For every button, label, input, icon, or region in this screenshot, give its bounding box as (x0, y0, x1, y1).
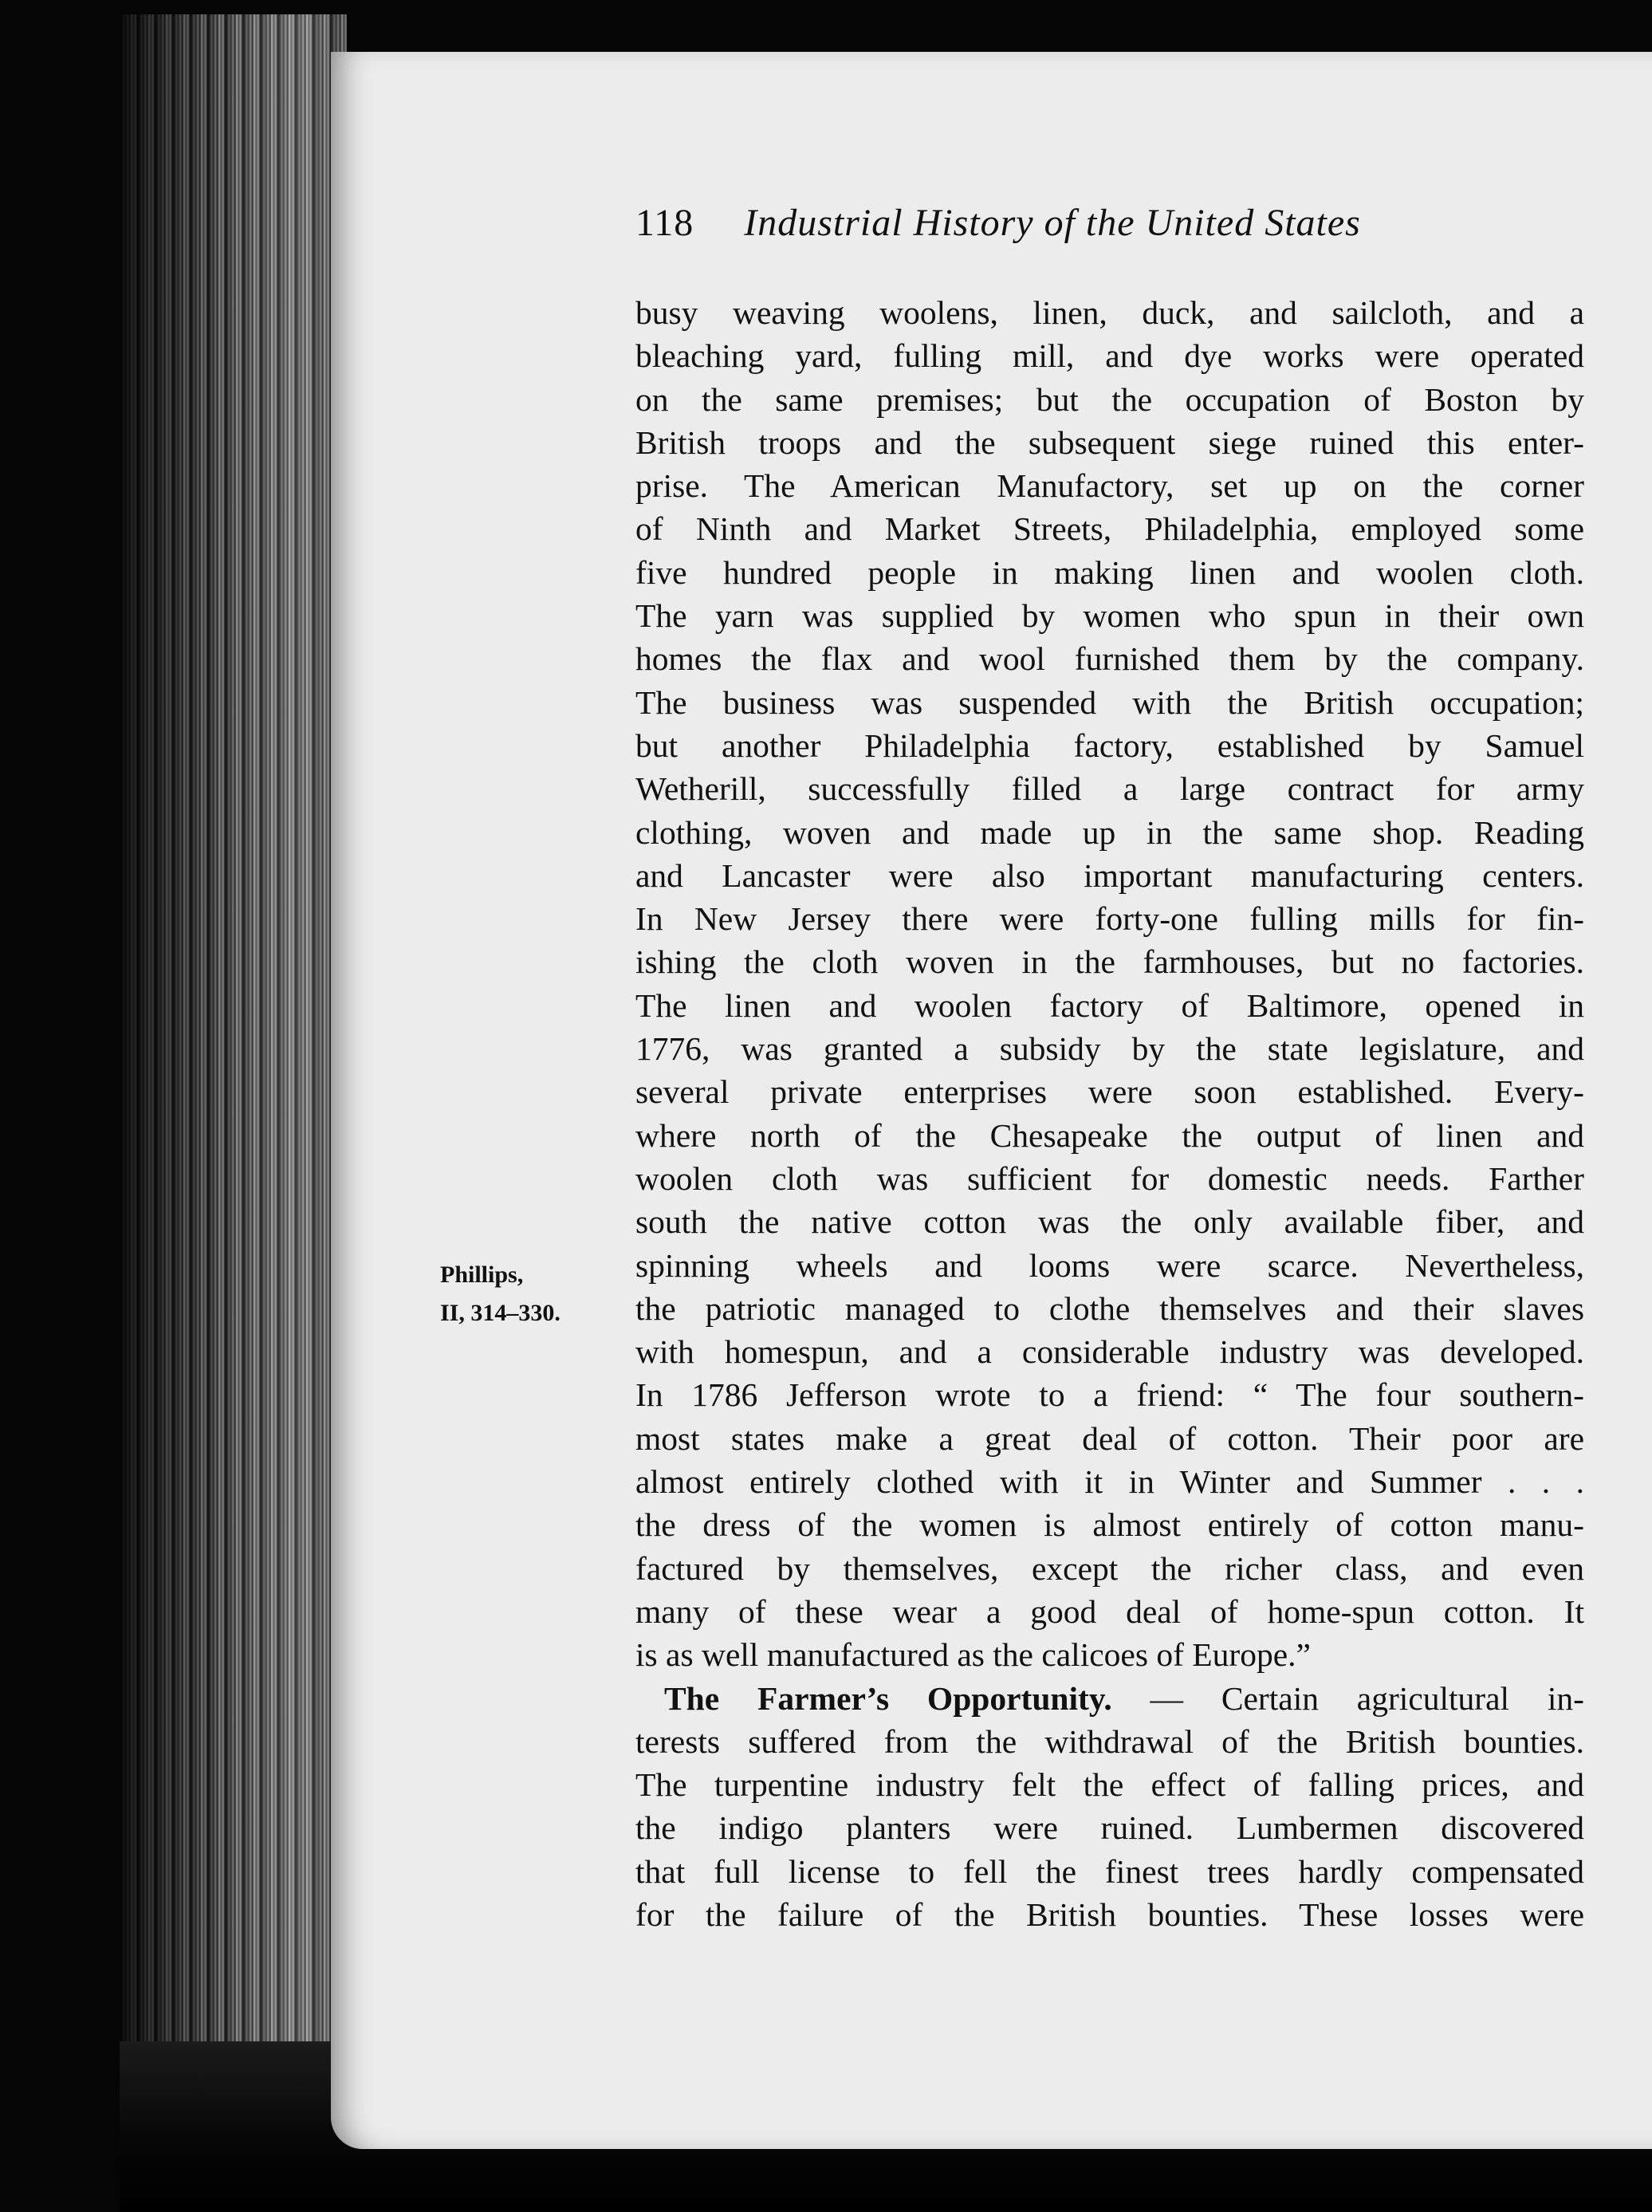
text-line: is as well manufactured as the calicoes of Europe.” (635, 1636, 1311, 1674)
text-line: The linen and woolen factory of Baltimore, opened in (635, 986, 1584, 1024)
text-line: prise. The American Manufactory, set up on the corner (635, 467, 1584, 505)
text-line: with homespun, and a considerable industry was developed. (635, 1333, 1584, 1371)
text-line: The turpentine industry felt the effect of falling prices, and (635, 1766, 1584, 1804)
text-line: In New Jersey there were forty-one fulling mills for fin- (635, 900, 1584, 938)
text-line: ishing the cloth woven in the farmhouses, but no factories. (635, 943, 1584, 981)
text-line: south the native cotton was the only available fiber, and (635, 1203, 1584, 1241)
text-line: that full license to fell the finest trees hardly compensated (635, 1852, 1584, 1890)
margin-citation-line-2: II, 314–330. (440, 1300, 560, 1326)
text-line: Wetherill, successfully filled a large contract for army (635, 770, 1584, 808)
running-header (635, 201, 1481, 245)
text-line: but another Philadelphia factory, established by Samuel (635, 726, 1584, 764)
paragraph-1 (635, 291, 1584, 1677)
text-line: In 1786 Jefferson wrote to a friend: “ The four southern- (635, 1376, 1584, 1414)
text-line: woolen cloth was sufficient for domestic needs. Farther (635, 1159, 1584, 1197)
text-line: the patriotic managed to clothe themselves and their slaves (635, 1289, 1584, 1327)
text-line: almost entirely clothed with it in Winter and Summer . . . (635, 1463, 1584, 1501)
text-line: British troops and the subsequent siege ruined this enter- (635, 423, 1584, 461)
text-line: the dress of the women is almost entirely of cotton manu- (635, 1506, 1584, 1544)
section-heading: The Farmer’s Opportunity. (664, 1679, 1112, 1717)
text-line: for the failure of the British bounties. These losses were (635, 1895, 1584, 1933)
page-number: 118 (635, 202, 694, 244)
margin-citation-line-1: Phillips, (440, 1261, 524, 1288)
text-line: several private enterprises were soon established. Every- (635, 1073, 1584, 1111)
text-line: factured by themselves, except the richer class, and even (635, 1549, 1584, 1587)
paragraph-2-first-line (635, 1677, 1584, 1720)
margin-citation (440, 1256, 560, 1332)
text-line: bleaching yard, fulling mill, and dye works were operated (635, 337, 1584, 375)
paragraph-2-first-line-text: — Certain agricultural in- (1111, 1679, 1584, 1717)
text-line: and Lancaster were also important manufacturing centers. (635, 856, 1584, 894)
text-line: many of these wear a good deal of home-spun cotton. It (635, 1592, 1584, 1630)
text-line: busy weaving woolens, linen, duck, and sailcloth, and a (635, 294, 1584, 331)
body-text (635, 291, 1584, 1936)
paragraph-2 (635, 1677, 1584, 1937)
text-line: 1776, was granted a subsidy by the state legislature, and (635, 1030, 1584, 1068)
text-line: clothing, woven and made up in the same shop. Reading (635, 813, 1584, 851)
text-line: on the same premises; but the occupation of Boston by (635, 380, 1584, 418)
text-line: the indigo planters were ruined. Lumbermen discovered (635, 1809, 1584, 1847)
text-line: five hundred people in making linen and woolen cloth. (635, 553, 1584, 591)
text-line: where north of the Chesapeake the output of linen and (635, 1116, 1584, 1154)
text-line: of Ninth and Market Streets, Philadelphia, employed some (635, 510, 1584, 548)
text-line: homes the flax and wool furnished them by the company. (635, 640, 1584, 678)
running-title: Industrial History of the United States (744, 202, 1361, 244)
text-line: The business was suspended with the British occupation; (635, 683, 1584, 721)
text-line: spinning wheels and looms were scarce. Nevertheless, (635, 1246, 1584, 1284)
text-line: most states make a great deal of cotton. Their poor are (635, 1419, 1584, 1457)
text-line: terests suffered from the withdrawal of the British bounties. (635, 1722, 1584, 1760)
text-line: The yarn was supplied by women who spun in their own (635, 597, 1584, 635)
book-page-edges (120, 14, 347, 2167)
